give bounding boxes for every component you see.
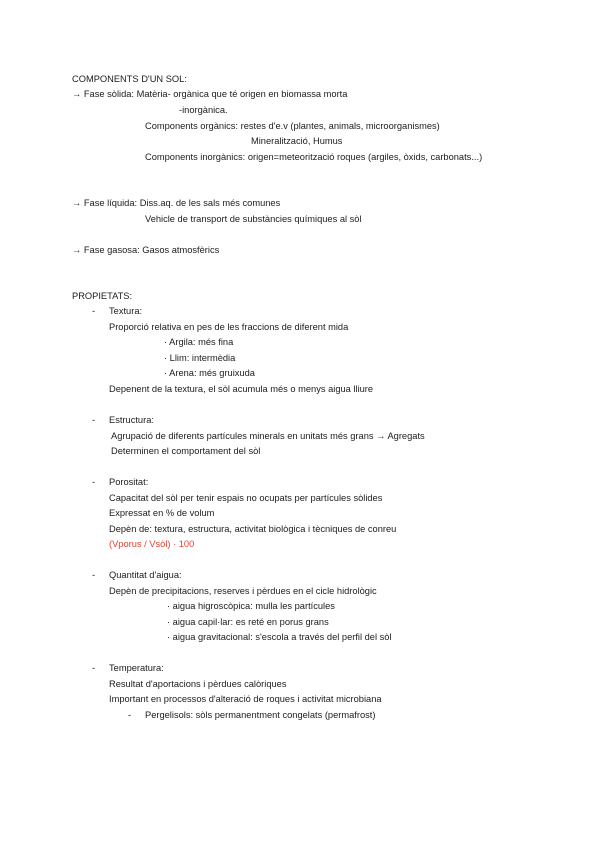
gas-phase-title: → Fase gasosa: Gasos atmosfèrics (72, 245, 220, 255)
solid-phase-inorganic: -inorgànica. (179, 105, 228, 115)
bullet-dash: - (92, 415, 96, 425)
temperatura-line: Resultat d'aportacions i pèrdues calòriques (109, 679, 287, 689)
estructura-label: Estructura: (109, 415, 154, 425)
aigua-item-higroscopica: · aigua higroscòpica: mulla les partícules (167, 601, 335, 611)
liquid-phase-vehicle: Vehicle de transport de substàncies químiques al sòl (145, 214, 362, 224)
aigua-line: Depèn de precipitacions, reserves i pèrdues en el cicle hidrològic (109, 586, 377, 596)
porositat-label: Porositat: (109, 477, 149, 487)
estructura-line: Agrupació de diferents partícules minerals en unitats més grans → Agregats (111, 431, 425, 441)
textura-line: Depenent de la textura, el sòl acumula més o menys aigua lliure (109, 384, 374, 394)
bullet-dash: - (92, 663, 96, 673)
aigua-item-capillar: · aigua capil·lar: es reté en porus grans (167, 617, 329, 627)
bullet-dash: - (92, 477, 96, 487)
textura-label: Textura: (109, 306, 143, 316)
porositat-line: Expressat en % de volum (109, 508, 215, 518)
porosity-formula: (Vporus / Vsòl) · 100 (109, 539, 195, 549)
inorganic-components: Components inorgànics: origen=meteorització roques (argiles, òxids, carbonats...) (145, 152, 483, 162)
porositat-line: Capacitat del sòl per tenir espais no ocupats per partícules sòlides (109, 493, 383, 503)
textura-item-arena: · Arena: més gruixuda (164, 368, 255, 378)
aigua-label: Quantitat d'aigua: (109, 570, 182, 580)
organic-components: Components orgànics: restes d'e.v (plantes, animals, microorganismes) (145, 121, 440, 131)
aigua-item-gravitacional: · aigua gravitacional: s'escola a través del perfil del sòl (167, 632, 392, 642)
estructura-line: Determinen el comportament del sòl (111, 446, 261, 456)
temperatura-line: Important en processos d'alteració de roques i activitat microbiana (109, 694, 382, 704)
textura-item-llim: · Llim: intermèdia (164, 353, 236, 363)
bullet-dash: - (128, 710, 132, 720)
solid-phase-title: → Fase sòlida: Matèria- orgànica que té origen en biomassa morta (72, 89, 348, 99)
textura-line: Proporció relativa en pes de les fraccions de diferent mida (109, 322, 349, 332)
mineralization: Mineralització, Humus (251, 136, 343, 146)
textura-item-argila: · Argila: més fina (164, 337, 234, 347)
porositat-line: Depèn de: textura, estructura, activitat biològica i tècniques de conreu (109, 524, 397, 534)
bullet-dash: - (92, 306, 96, 316)
bullet-dash: - (92, 570, 96, 580)
section-heading-properties: PROPIETATS: (72, 291, 133, 301)
liquid-phase-title: → Fase líquida: Diss.aq. de les sals més comunes (72, 198, 281, 208)
section-heading-components: COMPONENTS D'UN SOL: (72, 74, 187, 84)
temperatura-label: Temperatura: (109, 663, 164, 673)
pergelisols-line: Pergelisols: sòls permanentment congelats (permafrost) (145, 710, 376, 720)
